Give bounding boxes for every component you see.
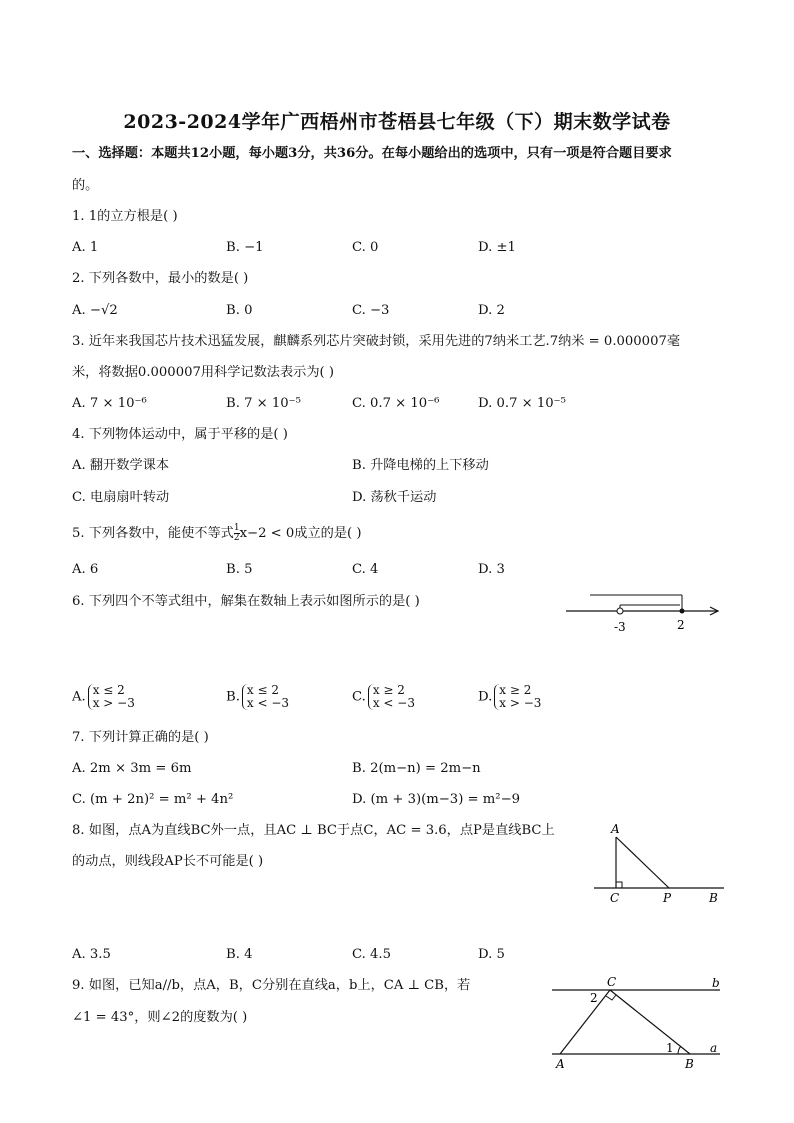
q2-option-a[interactable]: A. −√2 xyxy=(72,303,118,318)
q6-b-label: B. xyxy=(226,689,240,705)
label-a: A xyxy=(611,822,620,836)
q6-option-b[interactable] xyxy=(226,684,289,710)
q6-number-line-figure xyxy=(560,588,725,636)
label-a-line: a xyxy=(710,1041,718,1055)
q9-parallel-lines-figure xyxy=(548,975,728,1073)
q1-option-c[interactable]: C. 0 xyxy=(352,240,379,255)
q1-option-b[interactable]: B. −1 xyxy=(226,240,264,255)
page-title: 2023-2024学年广西梧州市苍梧县七年级（下）期末数学试卷 xyxy=(123,111,671,133)
question-6-stem: 6. 下列四个不等式组中，解集在数轴上表示如图所示的是( ) xyxy=(72,594,420,609)
label-b: B xyxy=(709,891,718,905)
angle-1-arc xyxy=(678,1046,681,1054)
q6-d-top: x ≥ 2 xyxy=(499,683,532,697)
segment-ap xyxy=(616,837,669,888)
q8-triangle-figure xyxy=(590,820,730,910)
question-7-stem: 7. 下列计算正确的是( ) xyxy=(72,730,209,745)
q6-c-system xyxy=(368,684,415,710)
q7-option-b[interactable]: B. 2(m−n) = 2m−n xyxy=(352,761,481,776)
q2-option-d[interactable]: D. 2 xyxy=(478,303,505,318)
q6-b-top: x ≤ 2 xyxy=(246,683,279,697)
q7-option-d[interactable]: D. (m + 3)(m−3) = m²−9 xyxy=(352,792,521,807)
question-4-stem: 4. 下列物体运动中，属于平移的是( ) xyxy=(72,427,288,442)
q6-a-system xyxy=(88,684,135,710)
question-3-stem: 3. 近年来我国芯片技术迅猛发展，麒麟系列芯片突破封锁，采用先进的7纳米工艺.7纳米 = 0.000007毫 xyxy=(72,334,681,349)
right-angle-mark xyxy=(616,882,622,888)
q5-option-c[interactable]: C. 4 xyxy=(352,562,379,577)
q6-a-bottom: x > −3 xyxy=(92,696,135,710)
q6-c-label: C. xyxy=(352,689,366,705)
question-8-stem-cont: 的动点，则线段AP长不可能是( ) xyxy=(72,854,264,869)
q5-option-d[interactable]: D. 3 xyxy=(478,562,505,577)
q4-option-c[interactable]: C. 电扇扇叶转动 xyxy=(72,490,170,505)
q7-option-a[interactable]: A. 2m × 3m = 6m xyxy=(72,761,192,776)
segment-ca xyxy=(560,990,610,1054)
q5-frac-num: 1 xyxy=(233,523,240,533)
q5-frac-den: 2 xyxy=(233,533,240,543)
q1-option-a[interactable]: A. 1 xyxy=(72,240,99,255)
label-angle-2: 2 xyxy=(590,991,598,1005)
q5-option-a[interactable]: A. 6 xyxy=(72,562,99,577)
q1-option-d[interactable]: D. ±1 xyxy=(478,240,516,255)
q4-option-a[interactable]: A. 翻开数学课本 xyxy=(72,458,170,473)
closed-point-2 xyxy=(680,609,685,614)
label-minus3: -3 xyxy=(614,620,626,634)
q4-option-b[interactable]: B. 升降电梯的上下移动 xyxy=(352,458,489,473)
section-heading-cont: 的。 xyxy=(72,178,99,193)
q4-option-d[interactable]: D. 荡秋千运动 xyxy=(352,490,437,505)
q6-a-label: A. xyxy=(72,689,86,705)
q2-option-c[interactable]: C. −3 xyxy=(352,303,390,318)
question-9-stem-cont: ∠1 = 43°，则∠2的度数为( ) xyxy=(72,1010,248,1025)
q6-c-bottom: x < −3 xyxy=(372,696,415,710)
q6-option-c[interactable] xyxy=(352,684,415,710)
q6-d-label: D. xyxy=(478,689,493,705)
q6-option-a[interactable] xyxy=(72,684,135,710)
label-p: P xyxy=(663,891,672,905)
label-b-point: B xyxy=(685,1057,694,1071)
section-heading: 一、选择题：本题共12小题，每小题3分，共36分。在每小题给出的选项中，只有一项是符合题目要求 xyxy=(72,146,672,161)
label-b-line: b xyxy=(712,976,720,990)
question-2-stem: 2. 下列各数中，最小的数是( ) xyxy=(72,271,249,286)
q3-option-b[interactable]: B. 7 × 10⁻⁵ xyxy=(226,396,301,411)
q8-option-a[interactable]: A. 3.5 xyxy=(72,947,111,962)
q3-option-a[interactable]: A. 7 × 10⁻⁶ xyxy=(72,396,147,411)
q2-option-b[interactable]: B. 0 xyxy=(226,303,253,318)
q3-option-c[interactable]: C. 0.7 × 10⁻⁶ xyxy=(352,396,440,411)
question-8-stem: 8. 如图，点A为直线BC外一点，且AC ⊥ BC于点C，AC = 3.6，点P是直线BC上 xyxy=(72,823,555,838)
q8-option-d[interactable]: D. 5 xyxy=(478,947,505,962)
q8-option-b[interactable]: B. 4 xyxy=(226,947,253,962)
q6-option-d[interactable] xyxy=(478,684,541,710)
q5-stem-b: x−2 < 0成立的是( ) xyxy=(239,526,362,541)
question-5-stem xyxy=(72,524,362,543)
right-angle-mark-c xyxy=(606,995,616,1000)
q5-stem-a: 5. 下列各数中，能使不等式 xyxy=(72,526,234,541)
q6-d-system xyxy=(494,684,541,710)
q3-option-d[interactable]: D. 0.7 × 10⁻⁵ xyxy=(478,396,566,411)
label-c: C xyxy=(607,975,617,989)
q6-b-system xyxy=(242,684,289,710)
segment-cb xyxy=(610,990,690,1054)
question-3-stem-cont: 米，将数据0.000007用科学记数法表示为( ) xyxy=(72,365,335,380)
label-a-point: A xyxy=(556,1057,565,1071)
label-angle-1: 1 xyxy=(666,1041,674,1055)
label-2: 2 xyxy=(677,618,685,632)
question-1-stem: 1. 1的立方根是( ) xyxy=(72,209,178,224)
q6-c-top: x ≥ 2 xyxy=(372,683,405,697)
q6-b-bottom: x < −3 xyxy=(246,696,290,710)
q6-d-bottom: x > −3 xyxy=(499,696,542,710)
q8-option-c[interactable]: C. 4.5 xyxy=(352,947,391,962)
question-9-stem: 9. 如图，已知a//b，点A，B，C分别在直线a，b上，CA ⊥ CB，若 xyxy=(72,978,471,993)
q7-option-c[interactable]: C. (m + 2n)² = m² + 4n² xyxy=(72,792,234,807)
label-c: C xyxy=(610,891,620,905)
open-point-minus3 xyxy=(617,608,623,614)
q6-a-top: x ≤ 2 xyxy=(92,683,125,697)
q5-option-b[interactable]: B. 5 xyxy=(226,562,253,577)
